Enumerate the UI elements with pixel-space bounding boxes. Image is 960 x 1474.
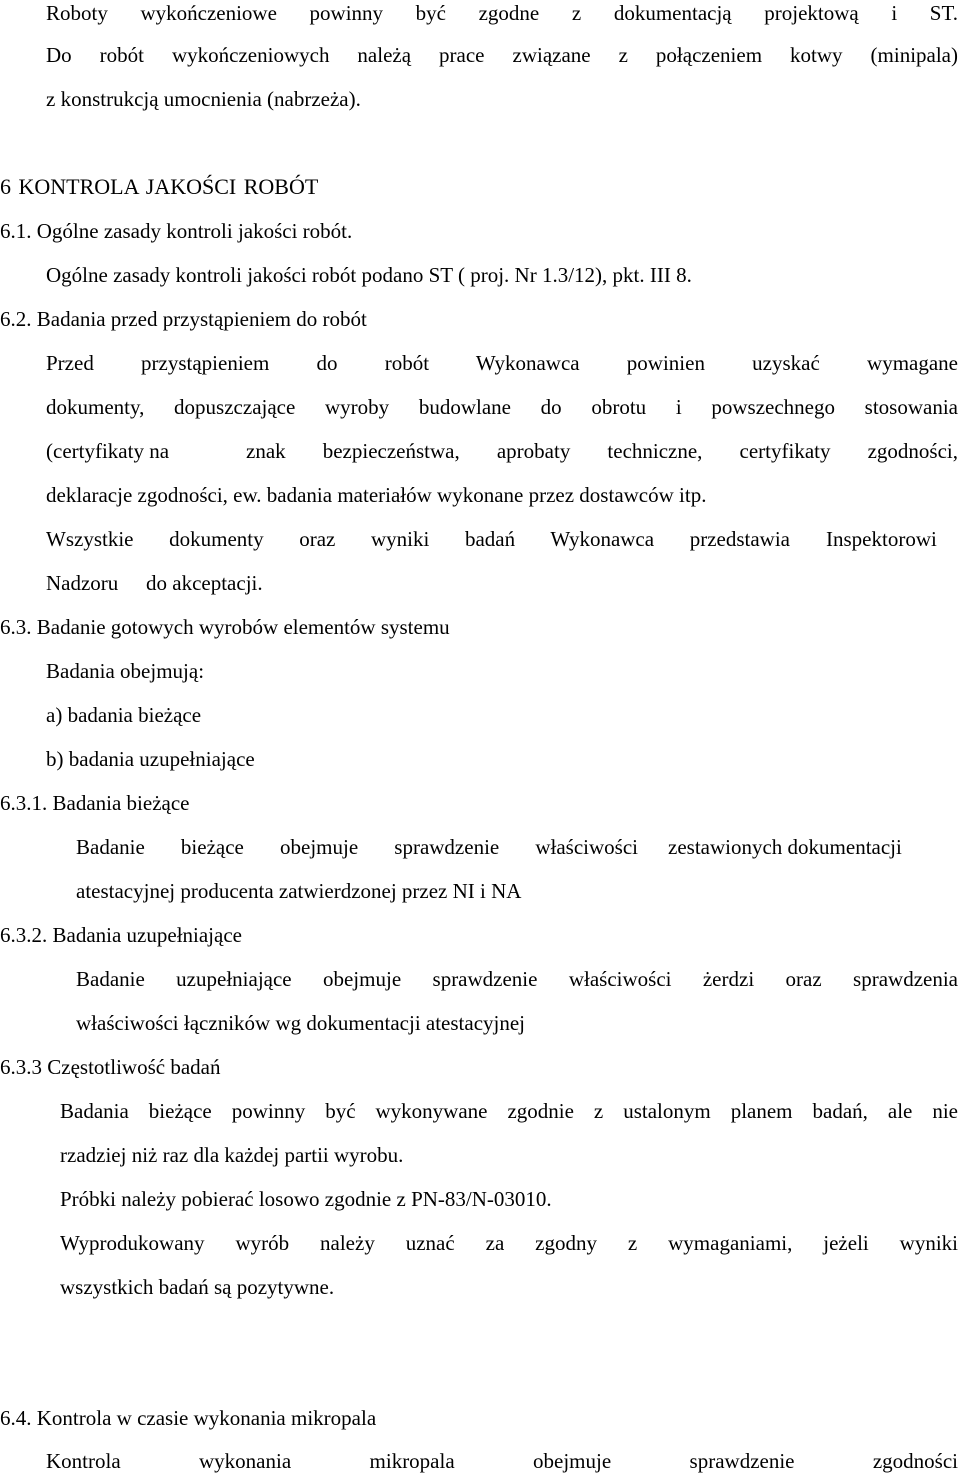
subsection-heading-6-3: 6.3. Badanie gotowych wyrobów elementów systemu [0,615,450,639]
paragraph-6-3-1-line-1a: Badanie bieżące obejmuje sprawdzenie właściwości [76,835,638,859]
paragraph-6-3-2-line-2: właściwości łączników wg dokumentacji atestacyjnej [76,1011,526,1035]
subsection-heading-6-3-3: 6.3.3 Częstotliwość badań [0,1055,221,1079]
list-item-b: b) badania uzupełniające [46,747,255,771]
paragraph-6-4-line-1: Kontrola wykonania mikropala obejmuje sprawdzenie zgodności [46,1449,958,1473]
intro-line-3: z konstrukcją umocnienia (nabrzeża). [46,87,361,111]
paragraph-6-2-line-4: deklaracje zgodności, ew. badania materiałów wykonane przez dostawców itp. [46,483,707,507]
paragraph-6-2-line-5a: Wszystkie dokumenty oraz wyniki badań Wykonawca przedstawia [46,527,790,551]
paragraph-6-3-3-line-2: rzadziej niż raz dla każdej partii wyrobu. [60,1143,404,1167]
paragraph-6-2-line-3b: znak bezpieczeństwa, aprobaty techniczne, certyfikaty zgodności, [246,439,958,463]
subsection-heading-6-4: 6.4. Kontrola w czasie wykonania mikropala [0,1406,377,1430]
paragraph-6-1: Ogólne zasady kontroli jakości robót podano ST ( proj. Nr 1.3/12), pkt. III 8. [46,263,692,287]
subsection-heading-6-2: 6.2. Badania przed przystąpieniem do robót [0,307,367,331]
paragraph-6-2-line-5b: Inspektorowi [826,527,937,551]
paragraph-6-2-line-1: Przed przystąpieniem do robót Wykonawca powinien uzyskać wymagane [46,351,958,375]
paragraph-6-3-1-line-1b: zestawionych dokumentacji [668,835,902,859]
paragraph-6-3-3-line-4: Wyprodukowany wyrób należy uznać za zgodny z wymaganiami, jeżeli wyniki [60,1231,958,1255]
paragraph-6-3-1-line-2: atestacyjnej producenta zatwierdzonej przez NI i NA [76,879,522,903]
intro-line-1: Roboty wykończeniowe powinny być zgodne z dokumentacją projektową i ST. [46,1,958,25]
paragraph-6-2-line-3a: (certyfikaty na [46,439,170,463]
list-item-a: a) badania bieżące [46,703,202,727]
subsection-heading-6-1: 6.1. Ogólne zasady kontroli jakości robót. [0,219,353,243]
paragraph-6-3-3-line-5: wszystkich badań są pozytywne. [60,1275,335,1299]
paragraph-6-3-3-line-1: Badania bieżące powinny być wykonywane zgodnie z ustalonym planem badań, ale nie [60,1099,958,1123]
paragraph-6-3-2-line-1: Badanie uzupełniające obejmuje sprawdzenie właściwości żerdzi oraz sprawdzenia [76,967,958,991]
paragraph-6-3-intro: Badania obejmują: [46,659,205,683]
intro-line-2: Do robót wykończeniowych należą prace związane z połączeniem kotwy (minipala) [46,43,958,67]
paragraph-6-2-line-6a: Nadzoru [46,571,119,595]
paragraph-6-3-3-line-3: Próbki należy pobierać losowo zgodnie z PN-83/N-03010. [60,1187,552,1211]
section-heading: 6 KONTROLA JAKOŚCI ROBÓT [0,174,319,199]
paragraph-6-2-line-2: dokumenty, dopuszczające wyroby budowlane do obrotu i powszechnego stosowania [46,395,958,419]
subsection-heading-6-3-2: 6.3.2. Badania uzupełniające [0,923,242,947]
subsection-heading-6-3-1: 6.3.1. Badania bieżące [0,791,190,815]
paragraph-6-2-line-6b: do akceptacji. [146,571,263,595]
